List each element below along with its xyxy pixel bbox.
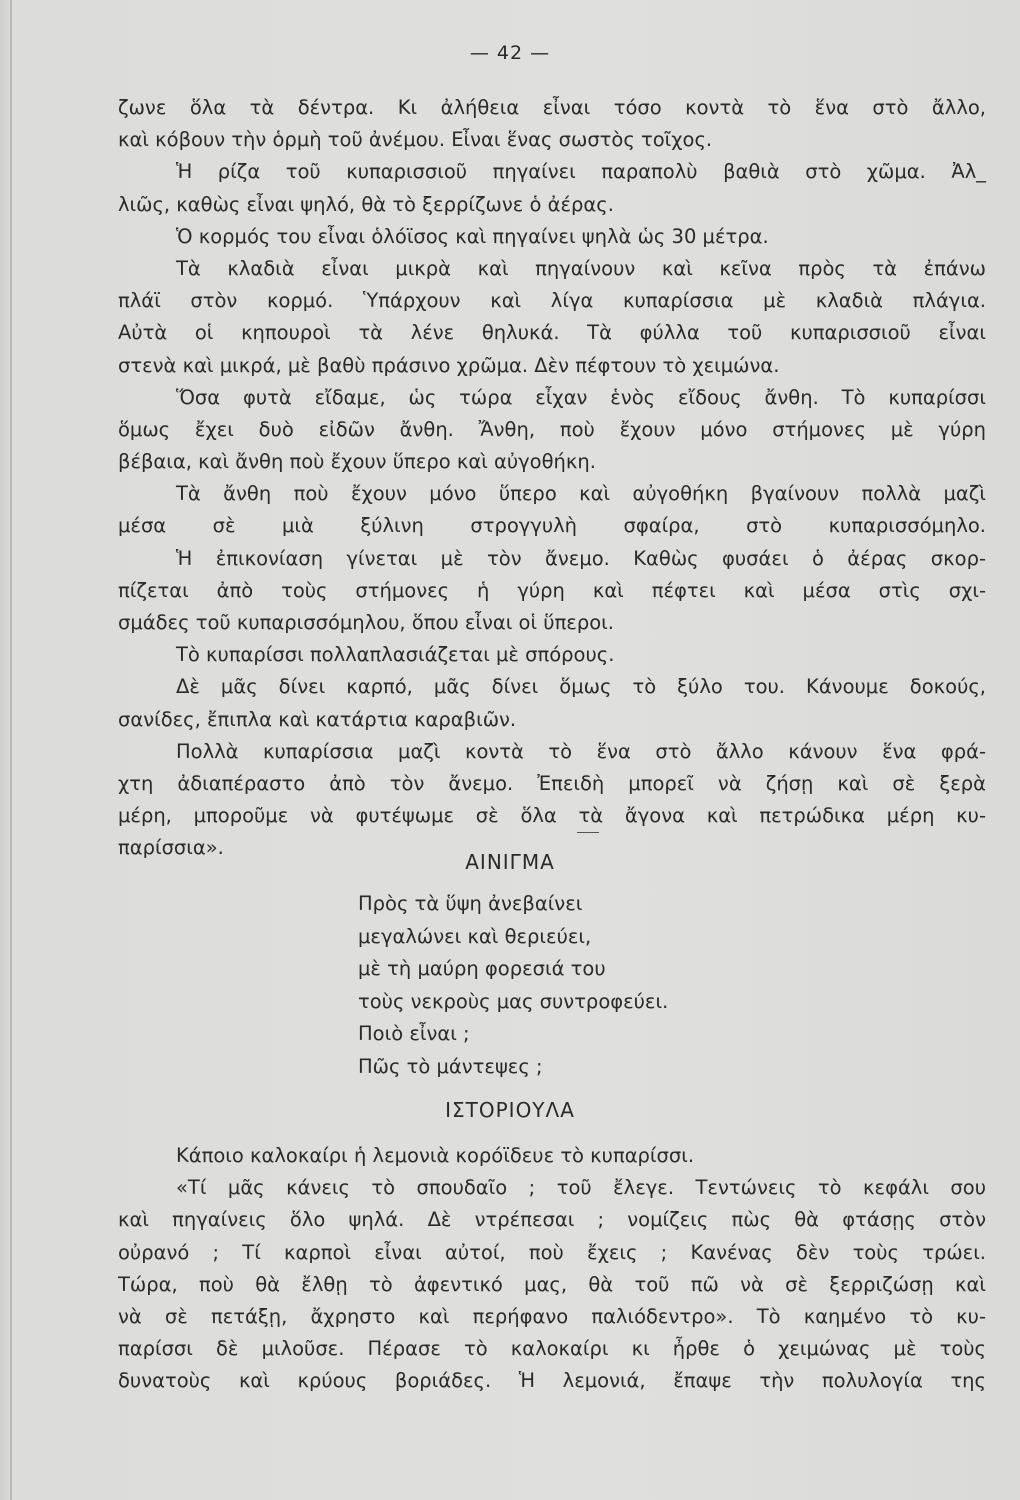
page-number: — 42 — <box>469 42 551 64</box>
page-edge <box>10 0 12 1500</box>
text-line: μέρη, μποροῦμε νὰ φυτέψωμε σὲ ὅλα τὰ ἄγονα καὶ πετρώδικα μέρη κυ- <box>118 804 986 828</box>
text-line: στενὰ καὶ μικρά, μὲ βαθὺ πράσινο χρῶμα. Δὲν πέφτουν τὸ χειμώνα. <box>118 353 780 377</box>
text-line: Πολλὰ κυπαρίσσια μαζὶ κοντὰ τὸ ἕνα στὸ ἄλλο κάνουν ἕνα φρά- <box>176 739 986 763</box>
text-line: οὐρανό ; Τί καρποὶ εἶναι αὐτοί, ποὺ ἔχεις ; Κανένας δὲν τοὺς τρώει. <box>118 1240 986 1264</box>
poem-line: Πῶς τὸ μάντεψες ; <box>358 1054 543 1078</box>
text-line: «Τί μᾶς κάνεις τὸ σπουδαῖο ; τοῦ ἔλεγε. Τεντώνεις τὸ κεφάλι σου <box>176 1176 986 1200</box>
text-line: ζωνε ὅλα τὰ δέντρα. Κι ἀλήθεια εἶναι τόσο κοντὰ τὸ ἕνα στὸ ἄλλο, <box>118 96 986 119</box>
text-line: Τὰ ἄνθη ποὺ ἔχουν μόνο ὕπερο καὶ αὐγοθήκη βγαίνουν πολλὰ μαζὶ <box>176 482 986 506</box>
text-line: νὰ σὲ πετάξῃ, ἄχρηστο καὶ περήφανο παλιόδεντρο». Τὸ καημένο τὸ κυ- <box>118 1304 986 1328</box>
text-line: δυνατοὺς καὶ κρύους βοριάδες. Ἡ λεμονιά, ἔπαψε τὴν πολυλογία της <box>118 1369 986 1393</box>
poem-line: Πρὸς τὰ ὕψη ἀνεβαίνει <box>358 892 583 915</box>
text-line: Δὲ μᾶς δίνει καρπό, μᾶς δίνει ὅμως τὸ ξύλο του. Κάνουμε δοκούς, <box>176 675 986 699</box>
main-text <box>118 92 986 865</box>
poem-line: μὲ τὴ μαύρη φορεσιά του <box>358 957 606 980</box>
text-line: παρίσσια». <box>118 836 224 860</box>
text-line: πίζεται ἀπὸ τοὺς στήμονες ἡ γύρη καὶ πέφτει καὶ μέσα στὶς σχι- <box>118 578 986 602</box>
text-line: μέσα σὲ μιὰ ξύλινη στρογγυλὴ σφαίρα, στὸ κυπαρισσόμηλο. <box>118 514 986 538</box>
text-line: Τώρα, ποὺ θὰ ἔλθῃ τὸ ἀφεντικό μας, θὰ τοῦ πῶ νὰ σὲ ξερριζώσῃ καὶ <box>118 1272 986 1296</box>
text-line: Τὰ κλαδιὰ εἶναι μικρὰ καὶ πηγαίνουν καὶ κεῖνα πρὸς τὰ ἐπάνω <box>176 256 986 280</box>
text-line: καὶ πηγαίνεις ὅλο ψηλά. Δὲ ντρέπεσαι ; νομίζεις πὼς θὰ φτάσῃς στὸν <box>118 1208 986 1232</box>
text-line: Ὁ κορμός του εἶναι ὁλόϊσος καὶ πηγαίνει ψηλὰ ὡς 30 μέτρα. <box>176 224 769 248</box>
riddle-poem <box>358 888 668 1083</box>
text-line: καὶ κόβουν τὴν ὁρμὴ τοῦ ἀνέμου. Εἶναι ἕνας σωστὸς τοῖχος. <box>118 128 713 152</box>
text-line: Τὸ κυπαρίσσι πολλαπλασιάζεται μὲ σπόρους. <box>176 643 615 667</box>
text-line: χτη ἀδιαπέραστο ἀπὸ τὸν ἄνεμο. Ἐπειδὴ μπορεῖ νὰ ζήσῃ καὶ σὲ ξερὰ <box>118 771 986 795</box>
text-line: λιῶς, καθὼς εἶναι ψηλό, θὰ τὸ ξερρίζωνε ὁ ἀέρας. <box>118 192 614 216</box>
text-line: σμάδες τοῦ κυπαρισσόμηλου, ὅπου εἶναι οἱ ὕπεροι. <box>118 611 614 634</box>
text-line: σανίδες, ἔπιπλα καὶ κατάρτια καραβιῶν. <box>118 707 517 731</box>
riddle-heading: ΑΙΝΙΓΜΑ <box>465 850 555 874</box>
text-line: Ἡ ἐπικονίαση γίνεται μὲ τὸν ἄνεμο. Καθὼς φυσάει ὁ ἀέρας σκορ- <box>176 546 986 570</box>
divider <box>577 832 599 833</box>
story-heading: ΙΣΤΟΡΙΟΥΛΑ <box>445 1098 575 1122</box>
text-line: ὅμως ἔχει δυὸ εἰδῶν ἄνθη. Ἄνθη, ποὺ ἔχουν μόνο στήμονες μὲ γύρη <box>118 417 986 441</box>
story-text <box>118 1140 986 1398</box>
poem-line: Ποιὸ εἶναι ; <box>358 1022 470 1045</box>
poem-line: μεγαλώνει καὶ θεριεύει, <box>358 924 592 948</box>
text-line: παρίσσι δὲ μιλοῦσε. Πέρασε τὸ καλοκαίρι κι ἦρθε ὁ χειμώνας μὲ τοὺς <box>118 1337 986 1361</box>
text-line: Ἡ ρίζα τοῦ κυπαρισσιοῦ πηγαίνει παραπολὺ βαθιὰ στὸ χῶμα. Ἀλ_ <box>176 160 986 184</box>
text-line: Κάποιο καλοκαίρι ἡ λεμονιὰ κορόϊδευε τὸ κυπαρίσσι. <box>176 1144 695 1167</box>
text-line: πλάϊ στὸν κορμό. Ὑπάρχουν καὶ λίγα κυπαρίσσια μὲ κλαδιὰ πλάγια. <box>118 289 986 313</box>
text-line: βέβαια, καὶ ἄνθη ποὺ ἔχουν ὕπερο καὶ αὐγοθήκη. <box>118 450 596 474</box>
text-line: Ὅσα φυτὰ εἴδαμε, ὡς τώρα εἶχαν ἑνὸς εἴδους ἄνθη. Τὸ κυπαρίσσι <box>176 385 986 409</box>
poem-line: τοὺς νεκροὺς μας συντροφεύει. <box>358 989 669 1013</box>
text-line: Αὐτὰ οἱ κηπουροὶ τὰ λένε θηλυκά. Τὰ φύλλα τοῦ κυπαρισσιοῦ εἶναι <box>118 321 986 345</box>
